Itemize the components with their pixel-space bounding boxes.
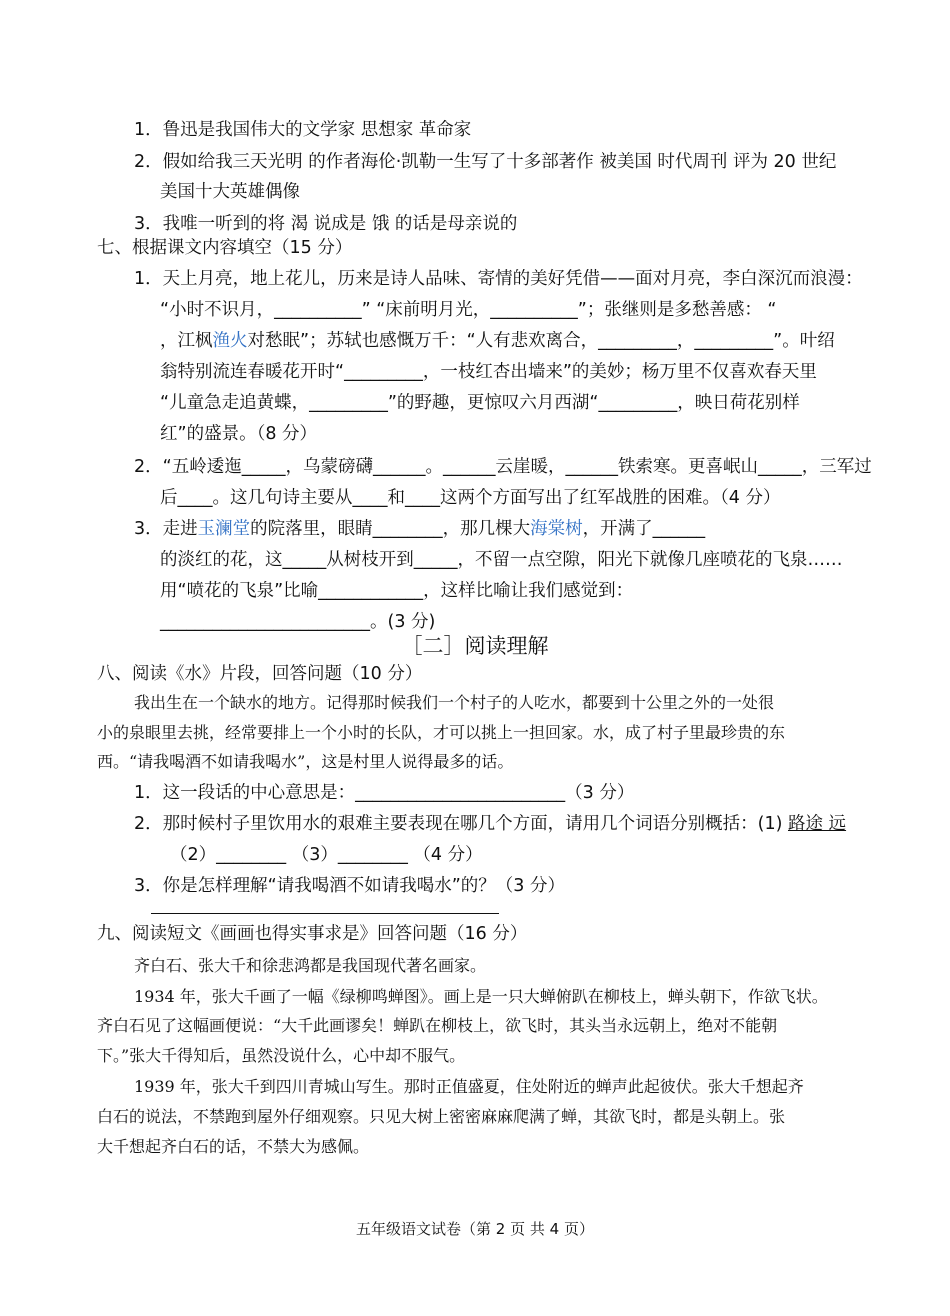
s7-q2-line1: 2．“五岭逶迤_____，乌蒙磅礴______。______云崖暖，______铁索寒。更喜岷山_____，三军过 <box>134 457 872 477</box>
s8-q3-answer-line <box>151 913 499 914</box>
section6-item-2: 2．假如给我三天光明 的作者海伦·凯勒一生写了十多部著作 被美国 时代周刊 评为 20 世纪 <box>134 152 837 172</box>
s7-q3-line4: ________________________。(3 分) <box>160 612 436 632</box>
s9-para-2-line2: 齐白石见了这幅画便说：“大千此画谬矣！蝉趴在柳枝上，欲飞时，其头当永远朝上，绝对不能朝 <box>97 1016 778 1035</box>
link-yuhuo[interactable]: 渔火 <box>212 331 248 351</box>
s9-para-3-line2: 白石的说法，不禁跑到屋外仔细观察。只见大树上密密麻麻爬满了蝉，其欲飞时，都是头朝上。张 <box>97 1107 786 1126</box>
s8-q2-line1 <box>134 812 846 836</box>
s8-q3: 3．你是怎样理解“请我喝酒不如请我喝水”的？（3 分） <box>134 876 565 896</box>
s9-para-2-line1: 1934 年，张大千画了一幅《绿柳鸣蝉图》。画上是一只大蝉俯趴在柳枝上，蝉头朝下，作欲飞状。 <box>134 987 828 1006</box>
s8-q2-answer: 路途 远 <box>787 814 847 834</box>
s7-q3-after: ，开满了______ <box>582 519 706 539</box>
s7-q1-line3-before: ，江枫 <box>160 331 213 351</box>
s8-q2-text: 2．那时候村子里饮用水的艰难主要表现在哪几个方面，请用几个词语分别概括：(1) <box>134 814 788 834</box>
s7-q2-line2: 后____。这几句诗主要从____和____这两个方面写出了红军战胜的困难。（4 分） <box>160 488 781 508</box>
s7-q3-line1 <box>134 517 705 541</box>
s7-q1-line3-after: 对愁眠”；苏轼也感慨万千：“人有悲欢离合，_________，_________”。叶绍 <box>247 331 835 351</box>
s7-q1-line3 <box>160 329 835 353</box>
s9-para-1: 齐白石、张大千和徐悲鸿都是我国现代著名画家。 <box>134 956 487 975</box>
s7-q1-line1: 1．天上月亮，地上花儿，历来是诗人品味、寄情的美好凭借——面对月亮，李白深沉而浪漫： <box>134 269 863 289</box>
s7-q1-line5: “儿童急走追黄蝶，_________”的野趣，更惊叹六月西湖“_________，映日荷花别样 <box>160 393 800 413</box>
s7-q1-line4: 翁特别流连春暖花开时“_________，一枝红杏出墙来”的美妙；杨万里不仅喜欢春天里 <box>160 362 817 382</box>
s7-q3-line2: 的淡红的花，这_____从树枝开到_____，不留一点空隙，阳光下就像几座喷花的飞泉…… <box>160 550 843 570</box>
section6-item-2-cont: 美国十大英雄偶像 <box>160 182 300 202</box>
link-yulantang[interactable]: 玉澜堂 <box>197 519 251 539</box>
s8-q1: 1．这一段话的中心意思是：________________________（3 分） <box>134 783 635 803</box>
s7-q3-line3: 用“喷花的飞泉”比喻____________，这样比喻让我们感觉到： <box>160 581 634 601</box>
s7-q1-line6: 红”的盛景。（8 分） <box>160 424 318 444</box>
page-footer: 五年级语文试卷（第 2 页 共 4 页） <box>356 1220 594 1238</box>
s8-passage-line1: 我出生在一个缺水的地方。记得那时候我们一个村子的人吃水，都要到十公里之外的一处很 <box>134 693 775 712</box>
link-haitangshu[interactable]: 海棠树 <box>530 519 583 539</box>
s8-passage-line2: 小的泉眼里去挑，经常要排上一个小时的长队，才可以挑上一担回家。水，成了村子里最珍贵的东 <box>97 723 786 742</box>
section6-item-1: 1．鲁迅是我国伟大的文学家 思想家 革命家 <box>134 120 472 140</box>
s8-q2-line2: （2）________ （3）________ （4 分） <box>170 845 483 865</box>
s9-para-3-line1: 1939 年，张大千到四川青城山写生。那时正值盛夏，住处附近的蝉声此起彼伏。张大千想起齐 <box>134 1077 804 1096</box>
section8-title: 八、阅读《水》片段，回答问题（10 分） <box>97 664 423 684</box>
s9-para-2-line3: 下。”张大千得知后，虽然没说什么，心中却不服气。 <box>97 1046 466 1065</box>
s7-q1-line2: “小时不识月，__________” “床前明月光，__________”；张继则是多愁善感： “ <box>160 300 777 320</box>
s9-para-3-line3: 大千想起齐白石的话，不禁大为感佩。 <box>97 1137 370 1156</box>
part2-heading: ［二］阅读理解 <box>401 634 549 658</box>
section9-title: 九、阅读短文《画画也得实事求是》回答问题（16 分） <box>97 924 528 944</box>
s8-passage-line3: 西。“请我喝酒不如请我喝水”，这是村里人说得最多的话。 <box>97 752 514 771</box>
s7-q3-before: 3．走进 <box>134 519 198 539</box>
section7-title: 七、根据课文内容填空（15 分） <box>97 238 353 258</box>
s7-q3-middle: 的院落里，眼睛________，那几棵大 <box>250 519 531 539</box>
section6-item-3: 3．我唯一听到的将 渴 说成是 饿 的话是母亲说的 <box>134 214 518 234</box>
